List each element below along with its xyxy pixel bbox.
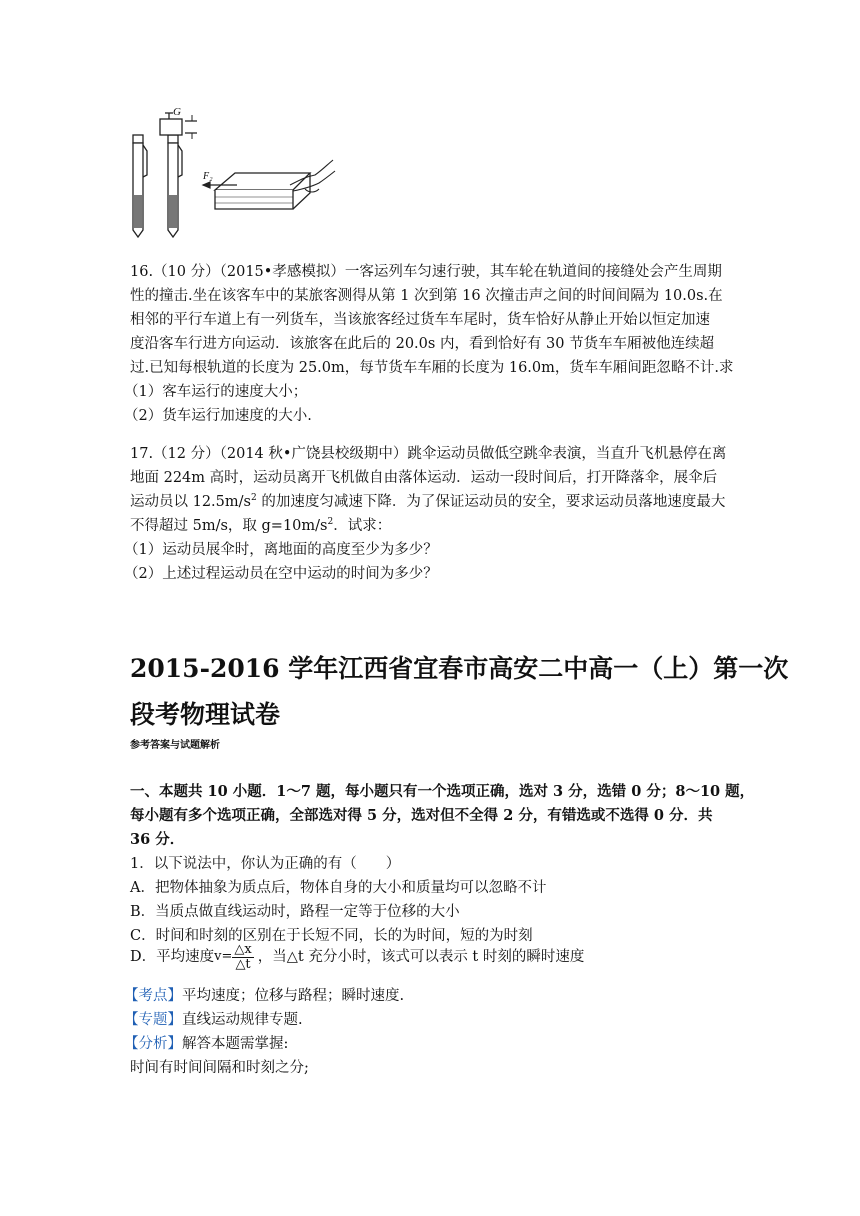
section1-line2: 每小题有多个选项正确，全部选对得 5 分，选对但不全得 2 分，有错选或不选得 0 分．共 (130, 807, 713, 824)
q1-fenxi (124, 1032, 724, 1056)
q1-option-d-suffix: ，当△t 充分小时，该式可以表示 t 时刻的瞬时速度 (257, 949, 585, 965)
formula-fraction (232, 943, 253, 972)
q16-sub1: （1）客车运行的速度大小； (124, 384, 308, 400)
q1-option-b: B．当质点做直线运动时，路程一定等于位移的大小 (130, 904, 460, 920)
q17-sub1: （1）运动员展伞时，离地面的高度至少为多少？ (124, 542, 438, 558)
label-f2: F₂ (203, 171, 213, 182)
q17-line3 (130, 490, 730, 514)
q17-line1: 17.（12 分）（2014 秋•广饶县校级期中）跳伞运动员做低空跳伞表演，当直升飞机悬停在离 (130, 446, 727, 462)
zhuanti-tag: 【专题】 (124, 1012, 182, 1028)
fenxi-text: 解答本题需掌握: (182, 1036, 289, 1052)
q17-line3-a: 运动员以 12.5m/s (130, 494, 251, 510)
q17-line4-b: ．试求： (333, 518, 392, 534)
q16-sub2: （2）货车运行加速度的大小. (124, 408, 312, 424)
q1-kaodian (124, 984, 724, 1008)
q1-option-a: A．把物体抽象为质点后，物体自身的大小和质量均可以忽略不计 (130, 880, 547, 896)
q17-sub2: （2）上述过程运动员在空中运动的时间为多少？ (124, 566, 438, 582)
page-title-line1: 2015-2016 学年江西省宜春市高安二中高一（上）第一次 (130, 654, 789, 683)
page-title-line2: 段考物理试卷 (130, 700, 281, 729)
section1-line3: 36 分． (130, 831, 185, 848)
q17-line4-a: 不得超过 5m/s，取 g=10m/s (130, 518, 328, 534)
right-pen (168, 135, 182, 237)
q1-analysis-line: 时间有时间间隔和时刻之分; (130, 1060, 309, 1076)
section1-line1: 一、本题共 10 小题．1～7 题，每小题只有一个选项正确，选对 3 分，选错 0 分；8～10 题， (130, 783, 755, 800)
q17-line3-sup: 2 (250, 493, 257, 504)
q16-line5: 过.已知每根轨道的长度为 25.0m，每节货车车厢的长度为 16.0m，货车车厢间距忽略不计.求 (130, 360, 734, 376)
kaodian-tag: 【考点】 (124, 988, 182, 1004)
q1-option-d-prefix: D．平均速度 (130, 949, 215, 965)
q1-option-d (130, 942, 730, 972)
q16-line1: 16.（10 分）（2015•孝感模拟）一客运列车匀速行驶，其车轮在轨道间的接缝处会产生周期 (130, 264, 722, 280)
q1-option-c: C．时间和时刻的区别在于长短不同，长的为时间，短的为时刻 (130, 928, 533, 944)
fenxi-tag: 【分析】 (124, 1036, 182, 1052)
q1-zhuanti (124, 1008, 724, 1032)
q17-line3-b: 的加速度匀减速下降．为了保证运动员的安全，要求运动员落地速度最大 (256, 494, 726, 510)
q16-line2: 性的撞击.坐在该客车中的某旅客测得从第 1 次到第 16 次撞击声之间的时间间隔为 10.0s.在 (130, 288, 723, 304)
q17-line4 (130, 514, 730, 538)
zhuanti-text: 直线运动规律专题. (182, 1012, 303, 1028)
left-pen (133, 135, 147, 237)
q17-line2: 地面 224m 高时，运动员离开飞机做自由落体运动．运动一段时间后，打开降落伞，展伞后 (130, 470, 718, 486)
q17-line4-sup: 2 (327, 517, 334, 528)
kaodian-text: 平均速度；位移与路程；瞬时速度. (182, 988, 405, 1004)
book (215, 173, 310, 209)
q16-line3: 相邻的平行车道上有一列货车，当该旅客经过货车车尾时，货车恰好从静止开始以恒定加速 (130, 312, 710, 328)
label-g: G (173, 106, 181, 118)
formula-numerator: △x (234, 941, 252, 957)
formula-denominator: △t (235, 956, 251, 972)
q16-line4: 度沿客车行进方向运动．该旅客在此后的 20.0s 内，看到恰好有 30 节货车车厢被他连续超 (130, 336, 715, 352)
q1-stem: 1．以下说法中，你认为正确的有（ ） (130, 856, 401, 872)
experiment-figure (125, 105, 340, 240)
q1-option-d-v: v= (214, 949, 233, 964)
page-subtitle: 参考答案与试题解析 (130, 740, 220, 751)
